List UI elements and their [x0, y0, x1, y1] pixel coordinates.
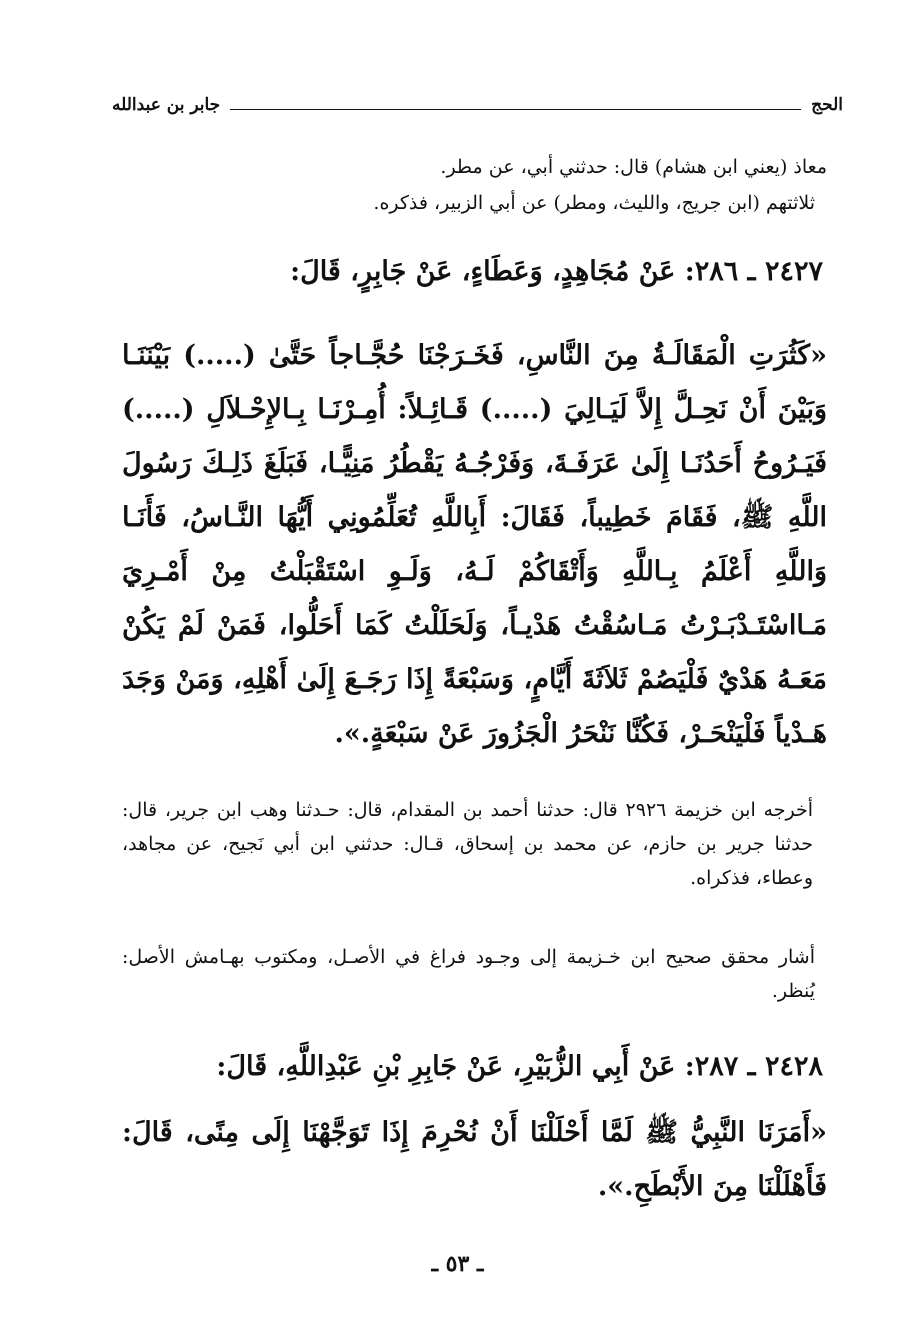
- hadith-2427-text: «كَثُرَتِ الْمَقَالَـةُ مِنَ النَّاسِ، فَخَـرَجْنَا حُجَّـاجاً حَتَّىٰ (.....) بَيْنَنَـا وَبَيْنَ أَنْ نَحِـلَّ إِلاَّ لَيَـالِيَ (.....) قَـائِـلاً: أُمِـرْنَـا بِـالإِحْـلاَلِ (.....) فَيَـرُوحُ أَحَدُنَـا إِلَىٰ عَرَفَـةَ، وَفَرْجُـهُ يَقْطُرُ مَنِيًّـا، فَبَلَغَ ذَلِـكَ رَسُولَ اللَّهِ ﷺ، فَقَامَ خَطِيباً، فَقَالَ: أَبِاللَّهِ تُعَلِّمُونِي أَيُّهَا النَّـاسُ، فَأَنَـا وَاللَّهِ أَعْلَمُ بِـاللَّهِ وَأَتْقَاكُمْ لَـهُ، وَلَـوِ اسْتَقْبَلْتُ مِنْ أَمْـرِيَ مَـااسْتَـدْبَـرْتُ مَـاسُقْتُ هَدْيـاً، وَلَحَلَلْتُ كَمَا أَحَلُّوا، فَمَنْ لَمْ يَكُنْ مَعَـهُ هَدْيٌ فَلْيَصُمْ ثَلاَثَةَ أَيَّامٍ، وَسَبْعَةً إِذَا رَجَـعَ إِلَىٰ أَهْلِهِ، وَمَنْ وَجَدَ هَـدْياً فَلْيَنْحَـرْ، فَكُنَّا نَنْحَرُ الْجَزُورَ عَنْ سَبْعَةٍ.».: [122, 340, 827, 749]
- hadith-2427-note: أشار محقق صحيح ابن خـزيمة إلى وجـود فراغ في الأصـل، ومكتوب بهـامش الأصل: يُنظر.: [122, 946, 815, 1002]
- running-header: [112, 92, 843, 118]
- hadith-2427-takhrij: أخرجه ابن خزيمة ٢٩٢٦ قال: حدثنا أحمد بن المقدام، قال: حـدثنا وهب ابن جرير، قال: حدثنا جرير بن حازم، عن محمد بن إسحاق، قـال: حدثني ابن أبي نَجيح، عن مجاهد، وعطاء، فذكراه.: [122, 799, 813, 889]
- narrator-title: جابر بن عبدالله: [112, 95, 221, 115]
- hadith-2427-heading: ٢٤٢٧ ـ ٢٨٦: عَنْ مُجَاهِدٍ، وَعَطَاءٍ، عَنْ جَابِرٍ، قَالَ:: [290, 256, 823, 287]
- continuation-line-2: ثلاثتهم (ابن جريج، والليث، ومطر) عن أبي الزبير، فذكره.: [373, 192, 815, 214]
- chapter-title: الحج: [811, 95, 843, 115]
- header-rule: [230, 109, 801, 110]
- continuation-line-1: معاذ (يعني ابن هشام) قال: حدثني أبي، عن مطر.: [440, 156, 827, 178]
- hadith-2428-heading: ٢٤٢٨ ـ ٢٨٧: عَنْ أَبِي الزُّبَيْرِ، عَنْ جَابِرِ بْنِ عَبْدِاللَّهِ، قَالَ:: [216, 1051, 823, 1082]
- page-number: ـ ٥٣ ـ: [431, 1251, 484, 1277]
- hadith-2428-text: «أَمَرَنَا النَّبِيُّ ﷺ لَمَّا أَحْلَلْنَا أَنْ نُحْرِمَ إِذَا تَوَجَّهْنَا إِلَى مِنًى، قَالَ: فَأَهْلَلْنَا مِنَ الأَبْطَحِ.».: [122, 1117, 827, 1202]
